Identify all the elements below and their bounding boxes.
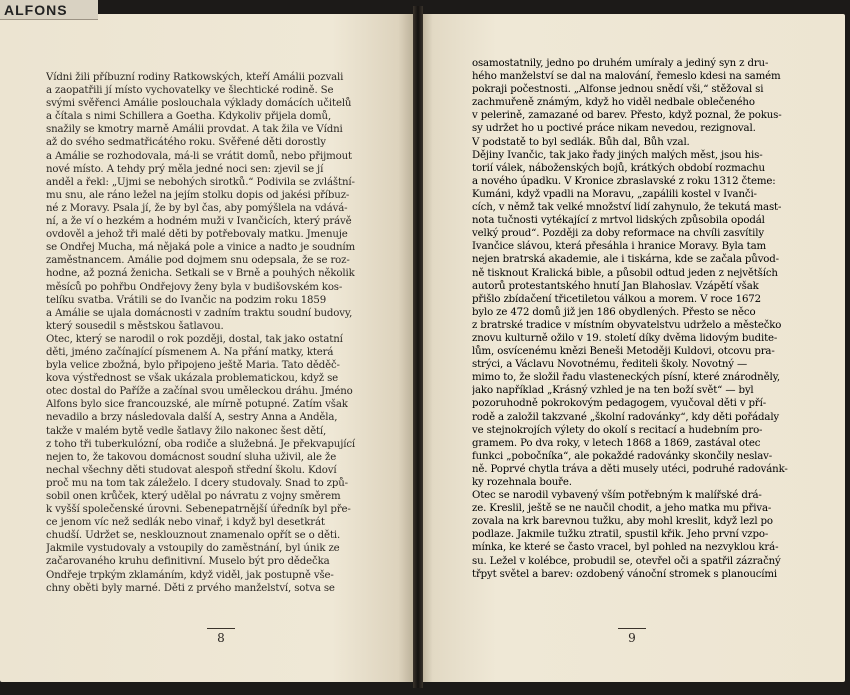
text-line: Vídni žili příbuzní rodiny Ratkowských, kteří Amálii pozvali — [46, 72, 344, 83]
text-line: ní, a že ví o hezkém a hodném muži v Ivančicích, který právě — [46, 216, 352, 228]
text-line: hodne, až pozná ženicha. Setkali se v Brně a pouhých několik — [46, 268, 355, 280]
text-line: nota tučnosti vytékající z mrtvol lidských způsobila opodál — [472, 215, 765, 227]
text-line: Otec, který se narodil o rok později, dostal, tak jako ostatní — [46, 333, 343, 345]
text-line: osamostatnily, jedno po druhém umíraly a jediný syn z dru- — [472, 58, 769, 69]
text-line: který sousedil s městskou šatlavou. — [46, 320, 224, 332]
text-line: podlaze. Jakmile tužku ztratil, spustil křik. Jeho první vzpo- — [472, 529, 769, 541]
text-line: ve stejnokrojích výlety do okolí s recitací a hudebním pro- — [472, 424, 763, 436]
text-line: nevadilo a brzy následovala další A, sestry Anna a Anděla, — [46, 412, 338, 424]
text-line: otec dostal do Paříže a začínal svou uměleckou dráhu. Jméno — [46, 386, 353, 398]
text-line: zachmuřeně známým, když ho viděl nedbale oblečeného — [472, 97, 755, 109]
text-line: a nového úpadku. V Kronice zbraslavské z roku 1312 čteme: — [472, 175, 776, 187]
text-line: se Ondřej Mucha, má nějaká pole a vinice a nadto je soudním — [46, 242, 356, 254]
text-line: ovdověl a jehož tři malé děti by potřebovaly matku. Jmenuje — [46, 229, 348, 241]
text-line: a čítala s nimi Schillera a Goetha. Kdykoliv přijela domů, — [46, 111, 332, 123]
text-line: mimo to, že složil řadu vlasteneckých písní, které znárodněly, — [472, 372, 780, 384]
text-line: nejen to, že takovou domácnost soudní sluha uživil, ale že — [46, 451, 337, 463]
text-line: telíku svatba. Vrátili se do Ivančic na podzim roku 1859 — [46, 294, 327, 306]
text-line: né z Moravy. Psala jí, že by byl čas, aby pomýšlela na vdává- — [46, 202, 348, 214]
text-line: děti, jméno začínající písmenem A. Na přání matky, která — [46, 346, 334, 358]
left-folio-rule — [207, 628, 235, 629]
text-line: a zaopatřili jí místo vychovatelky ve šlechtické rodině. Se — [46, 85, 334, 97]
text-line: jako například „Krásný vzhled je na ten boží svět“ — byl — [472, 385, 754, 397]
text-line: Kumáni, když vpadli na Moravu, „zapálili kostel v Ivanči- — [472, 188, 757, 200]
text-line: Otec se narodil vybavený vším potřebným k malířské drá- — [472, 490, 762, 502]
text-line: svými svěřenci Amálie poslouchala výklady domácích učitelů — [46, 98, 352, 110]
text-line: v pelerině, zamazané od barev. Přesto, když poznal, že pokus- — [472, 110, 782, 122]
text-line: anděl a řekl: „Ujmi se nebohých sirotků.“ Podivila se zvláštní- — [46, 176, 355, 188]
text-line: nechal všechny děti studovat alespoň střední školu. Kdoví — [46, 464, 337, 476]
text-line: proč mu na tom tak záleželo. I dcery studovaly. Snad to způ- — [46, 477, 348, 489]
text-line: ně tisknout Kralická bible, a působil odtud jeden z největších — [472, 267, 778, 279]
text-line: pozoruhodně pokrokovým pedagogem, vyučoval děti v pří- — [472, 398, 767, 410]
text-line: velký proud“. Později za doby reformace na chvíli zasvítily — [472, 228, 764, 240]
text-line: hého manželství se dal na malování, řemeslo kdesi na samém — [472, 71, 781, 83]
text-line: ce jenom víc než sedlák nebo vinař, i když byl desetkrát — [46, 517, 325, 529]
text-line: Ivančice slávou, která přesáhla i hranice Moravy. Byla tam — [472, 241, 767, 253]
text-line: su. Ležel v kolébce, probudil se, otevřel oči a spatřil zázračný — [472, 555, 781, 567]
text-line: znovu kulturně ožilo v 19. století díky dvěma lidovým budite- — [472, 332, 778, 344]
text-line: chudší. Udržet se, nesklouznout znamenalo opřít se o děti. — [46, 530, 341, 542]
text-line: takže v malém bytě vedle šatlavy žilo nakonec šest dětí, — [46, 425, 327, 437]
text-line: z toho tři tuberkulózní, oba rodiče a služebná. Je překvapující — [46, 438, 355, 450]
text-line: přišlo zbídačení třicetiletou válkou a morem. V roce 1672 — [472, 293, 761, 305]
text-line: mínka, ke které se často vracel, byl pohled na nezvyklou krá- — [472, 542, 779, 554]
text-line: funkci „pobočníka“, ale pokaždé radovánky skončily neslav- — [472, 450, 773, 462]
text-line: byla velice zbožná, bylo připojeno ještě Maria. Tato děděč- — [46, 360, 340, 372]
text-line: sobil onen krůček, který udělal po návratu z vojny směrem — [46, 491, 341, 502]
text-line: torií válek, náboženských bojů, krátkých období rozmachu — [472, 162, 765, 174]
text-line: a Amálie se rozhodovala, má-li se vrátit domů, nebo přijmout — [46, 150, 352, 162]
text-line: chny oběti byly marné. Děti z prvého manželství, sotva se — [46, 582, 335, 594]
text-line: ky rozehnala bouře. — [472, 477, 572, 488]
text-line: snažily se kmotry marně Amálii provdat. A tak žila ve Vídni — [46, 124, 343, 136]
text-line: z bratrské tradice v místním obyvatelstvu udrželo a městečko — [472, 319, 782, 331]
text-line: bylo ze 472 domů již jen 186 obydlených. Přesto se něco — [472, 306, 756, 318]
text-line: začarovaného kruhu definitivní. Muselo být pro dědečka — [46, 556, 330, 568]
book-gutter — [413, 6, 423, 688]
left-page-text — [46, 71, 386, 595]
text-line: Alfons bylo sice francouzské, ale mírně potupné. Zatím však — [46, 399, 348, 411]
book-header-tab: ALFONS — [0, 0, 98, 20]
text-line: třpyt světel a barev: ozdobený vánoční stromek s planoucími — [472, 568, 778, 580]
right-page-number: 9 — [628, 631, 636, 645]
left-page — [0, 14, 415, 682]
text-line: nejen bratrská akademie, ale i tiskárna, kde se začala původ- — [472, 254, 779, 266]
text-line: k vyšší společenské úrovni. Sebenepatrnější úředník byl pře- — [46, 504, 351, 516]
text-line: a Amálie se ujala domácnosti v zadním traktu soudní budovy, — [46, 307, 353, 319]
text-line: gramem. Po dva roky, v letech 1868 a 1869, zastával otec — [472, 437, 761, 449]
text-line: lům, osvícenému knězi Beneši Metoději Kuldovi, otcovu pra- — [472, 346, 775, 358]
text-line: Jakmile vystudovaly a vstoupily do zaměstnání, byl únik ze — [46, 543, 340, 555]
right-folio-rule — [618, 628, 646, 629]
text-line: zaměstnancem. Amálie pod dojmem snu odepsala, že se roz- — [46, 255, 350, 267]
text-line: autorů protestantského hnutí Jan Blahoslav. Vzápětí však — [472, 280, 759, 292]
left-page-number: 8 — [217, 631, 225, 645]
text-line: pokraji počestnosti. „Alfonse jednou snědí vši,“ stěžoval si — [472, 84, 764, 96]
text-line: zovala na krk barevnou tužku, aby mohl kreslit, když lezl po — [472, 516, 773, 528]
text-line: rodě a založil takzvané „školní radovánky“, kdy děti pořádaly — [472, 411, 780, 423]
text-line: Dějiny Ivančic, tak jako řady jiných malých měst, jsou his- — [472, 149, 763, 161]
text-line: mu snu, ale ráno ležel na jejím stolku dopis od jakési příbuz- — [46, 189, 350, 201]
text-line: sy udržet ho u poctivé práce nikam nevedou, rezignoval. — [472, 123, 756, 135]
text-line: měsíců po pohřbu Ondřejovy ženy byla v budišovském kos- — [46, 281, 343, 293]
text-line: kova výstřednost se však ukázala problematickou, když se — [46, 373, 339, 385]
text-line: strýci, a Václavu Novotnému, řediteli školy. Novotný — — [472, 359, 748, 371]
text-line: ně. Poprvé chytla tráva a děti musely utéci, podruhé radovánk- — [472, 463, 788, 475]
text-line: až do svého sedmatřicátého roku. Svěřené děti dorostly — [46, 137, 326, 149]
text-line: cích, v němž tak velké množství lidí zahynulo, že tekutá mast- — [472, 202, 782, 214]
text-line: Ondřeje trpkým zklamáním, když viděl, jak postupně vše- — [46, 569, 334, 581]
text-line: V podstatě to byl sedlák. Bůh dal, Bůh vzal. — [472, 136, 690, 148]
text-line: ze. Kreslil, ještě se ne naučil chodit, a jeho matka mu přiva- — [472, 503, 772, 515]
text-line: nové místo. A tehdy prý měla jedné noci sen: zjevil se jí — [46, 163, 324, 175]
right-page-text — [472, 57, 806, 581]
